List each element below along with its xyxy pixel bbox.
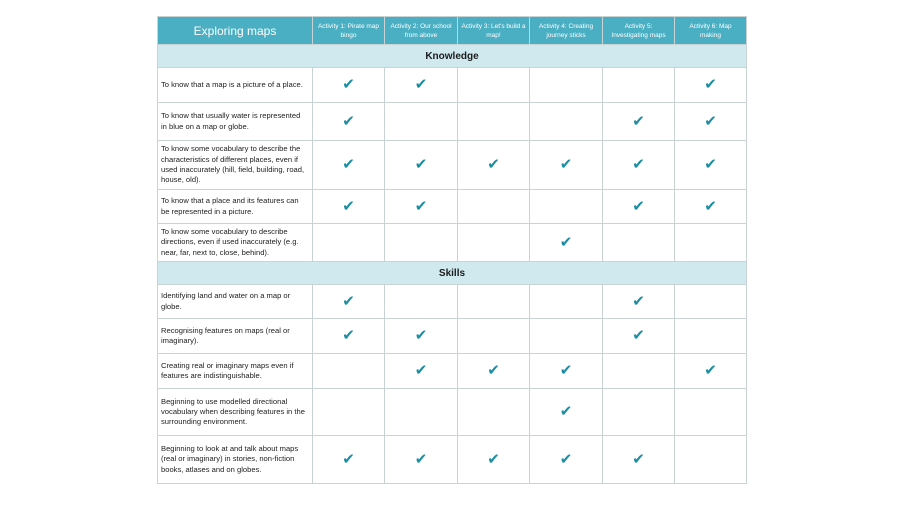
check-icon: ✔	[704, 155, 717, 173]
table-row	[158, 68, 747, 103]
objective-text: To know some vocabulary to describe the characteristics of different places, even if used inaccurately (hill, field, building, road, house, old).	[158, 141, 313, 190]
check-icon: ✔	[487, 155, 500, 173]
activity-cell-5	[603, 190, 675, 224]
table-row	[158, 354, 747, 389]
check-icon: ✔	[704, 75, 717, 93]
objective-text: Recognising features on maps (real or imaginary).	[158, 319, 313, 354]
objective-text: Creating real or imaginary maps even if features are indistinguishable.	[158, 354, 313, 389]
activity-cell-1	[313, 103, 385, 141]
activity-cell-4	[530, 141, 603, 190]
table-title: Exploring maps	[158, 17, 313, 45]
check-icon: ✔	[704, 361, 717, 379]
activity-cell-5	[603, 141, 675, 190]
activity-header-6: Activity 6: Map making	[675, 17, 747, 45]
table-row	[158, 285, 747, 319]
check-icon: ✔	[559, 361, 573, 379]
objective-text: Beginning to look at and talk about maps (real or imaginary) in stories, non-fiction books, atlases and on globes.	[158, 436, 313, 484]
activity-cell-4	[530, 354, 603, 389]
check-icon: ✔	[342, 291, 355, 310]
activity-cell-3	[458, 68, 530, 103]
check-icon: ✔	[414, 155, 428, 173]
check-icon: ✔	[414, 326, 428, 344]
activity-cell-1	[313, 190, 385, 224]
activity-cell-3	[458, 224, 530, 262]
table-body	[158, 45, 747, 484]
activity-header-3: Activity 3: Let's build a map!	[458, 17, 530, 45]
activity-cell-6	[675, 68, 747, 103]
activity-cell-6	[675, 389, 747, 436]
activity-cell-2	[385, 354, 458, 389]
activity-cell-3	[458, 141, 530, 190]
activity-cell-5	[603, 354, 675, 389]
activity-cell-4	[530, 68, 603, 103]
activity-cell-2	[385, 103, 458, 141]
objective-text: To know that usually water is represented in blue on a map or globe.	[158, 103, 313, 141]
check-icon: ✔	[559, 155, 573, 173]
objective-text: To know that a map is a picture of a place.	[158, 68, 313, 103]
activity-cell-2	[385, 190, 458, 224]
activity-cell-5	[603, 389, 675, 436]
activity-cell-3	[458, 389, 530, 436]
check-icon: ✔	[414, 361, 428, 379]
table-row	[158, 224, 747, 262]
activity-cell-4	[530, 190, 603, 224]
check-icon: ✔	[342, 155, 355, 173]
objective-text: Beginning to use modelled directional vocabulary when describing features in the surrounding environment.	[158, 389, 313, 436]
activity-cell-5	[603, 68, 675, 103]
activity-header-4: Activity 4: Creating journey sticks	[530, 17, 603, 45]
table-row	[158, 389, 747, 436]
activity-cell-3	[458, 354, 530, 389]
activity-cell-1	[313, 354, 385, 389]
activity-cell-6	[675, 141, 747, 190]
activity-cell-6	[675, 354, 747, 389]
activity-cell-1	[313, 436, 385, 484]
activity-cell-3	[458, 319, 530, 354]
check-icon: ✔	[559, 449, 573, 468]
activity-cell-5	[603, 319, 675, 354]
activity-cell-3	[458, 285, 530, 319]
check-icon: ✔	[342, 326, 355, 344]
table-row	[158, 141, 747, 190]
check-icon: ✔	[487, 361, 500, 379]
activity-cell-5	[603, 103, 675, 141]
activity-cell-4	[530, 224, 603, 262]
activity-cell-1	[313, 319, 385, 354]
check-icon: ✔	[414, 449, 428, 468]
activity-cell-6	[675, 103, 747, 141]
check-icon: ✔	[559, 232, 573, 251]
check-icon: ✔	[704, 196, 717, 215]
table-row	[158, 436, 747, 484]
activity-header-1: Activity 1: Pirate map bingo	[313, 17, 385, 45]
activity-cell-6	[675, 319, 747, 354]
check-icon: ✔	[487, 449, 500, 468]
activity-cell-2	[385, 285, 458, 319]
objective-text: Identifying land and water on a map or globe.	[158, 285, 313, 319]
check-icon: ✔	[632, 326, 645, 344]
check-icon: ✔	[342, 449, 355, 468]
activity-cell-5	[603, 224, 675, 262]
check-icon: ✔	[559, 402, 573, 420]
check-icon: ✔	[342, 196, 355, 215]
activity-cell-1	[313, 224, 385, 262]
section-title: Knowledge	[158, 45, 747, 68]
activity-cell-4	[530, 285, 603, 319]
check-icon: ✔	[632, 196, 645, 215]
activity-cell-3	[458, 103, 530, 141]
table-row	[158, 319, 747, 354]
check-icon: ✔	[414, 196, 428, 215]
section-title: Skills	[158, 262, 747, 285]
check-icon: ✔	[632, 155, 645, 173]
activity-header-5: Activity 5: Investigating maps	[603, 17, 675, 45]
section-row-skills	[158, 262, 747, 285]
activity-cell-1	[313, 68, 385, 103]
activity-cell-6	[675, 190, 747, 224]
activity-cell-5	[603, 436, 675, 484]
activity-cell-2	[385, 389, 458, 436]
activity-cell-2	[385, 141, 458, 190]
activity-cell-2	[385, 436, 458, 484]
table-row	[158, 190, 747, 224]
table-row	[158, 103, 747, 141]
activity-cell-6	[675, 224, 747, 262]
activity-cell-3	[458, 436, 530, 484]
activity-cell-4	[530, 103, 603, 141]
objective-text: To know some vocabulary to describe directions, even if used inaccurately (e.g. near, far, next to, close, behind).	[158, 224, 313, 262]
activity-cell-1	[313, 141, 385, 190]
activity-cell-2	[385, 319, 458, 354]
activity-cell-2	[385, 68, 458, 103]
header-row	[158, 17, 747, 45]
objective-text: To know that a place and its features can be represented in a picture.	[158, 190, 313, 224]
curriculum-map-table	[157, 16, 747, 484]
activity-cell-4	[530, 389, 603, 436]
activity-cell-1	[313, 389, 385, 436]
check-icon: ✔	[632, 449, 645, 468]
activity-header-2: Activity 2: Our school from above	[385, 17, 458, 45]
check-icon: ✔	[414, 75, 428, 93]
activity-cell-6	[675, 436, 747, 484]
check-icon: ✔	[632, 291, 645, 310]
check-icon: ✔	[632, 111, 645, 130]
activity-cell-5	[603, 285, 675, 319]
activity-cell-3	[458, 190, 530, 224]
activity-cell-1	[313, 285, 385, 319]
check-icon: ✔	[704, 111, 717, 130]
section-row-knowledge	[158, 45, 747, 68]
activity-cell-6	[675, 285, 747, 319]
activity-cell-2	[385, 224, 458, 262]
activity-cell-4	[530, 436, 603, 484]
check-icon: ✔	[342, 75, 355, 93]
activity-cell-4	[530, 319, 603, 354]
check-icon: ✔	[342, 111, 355, 130]
